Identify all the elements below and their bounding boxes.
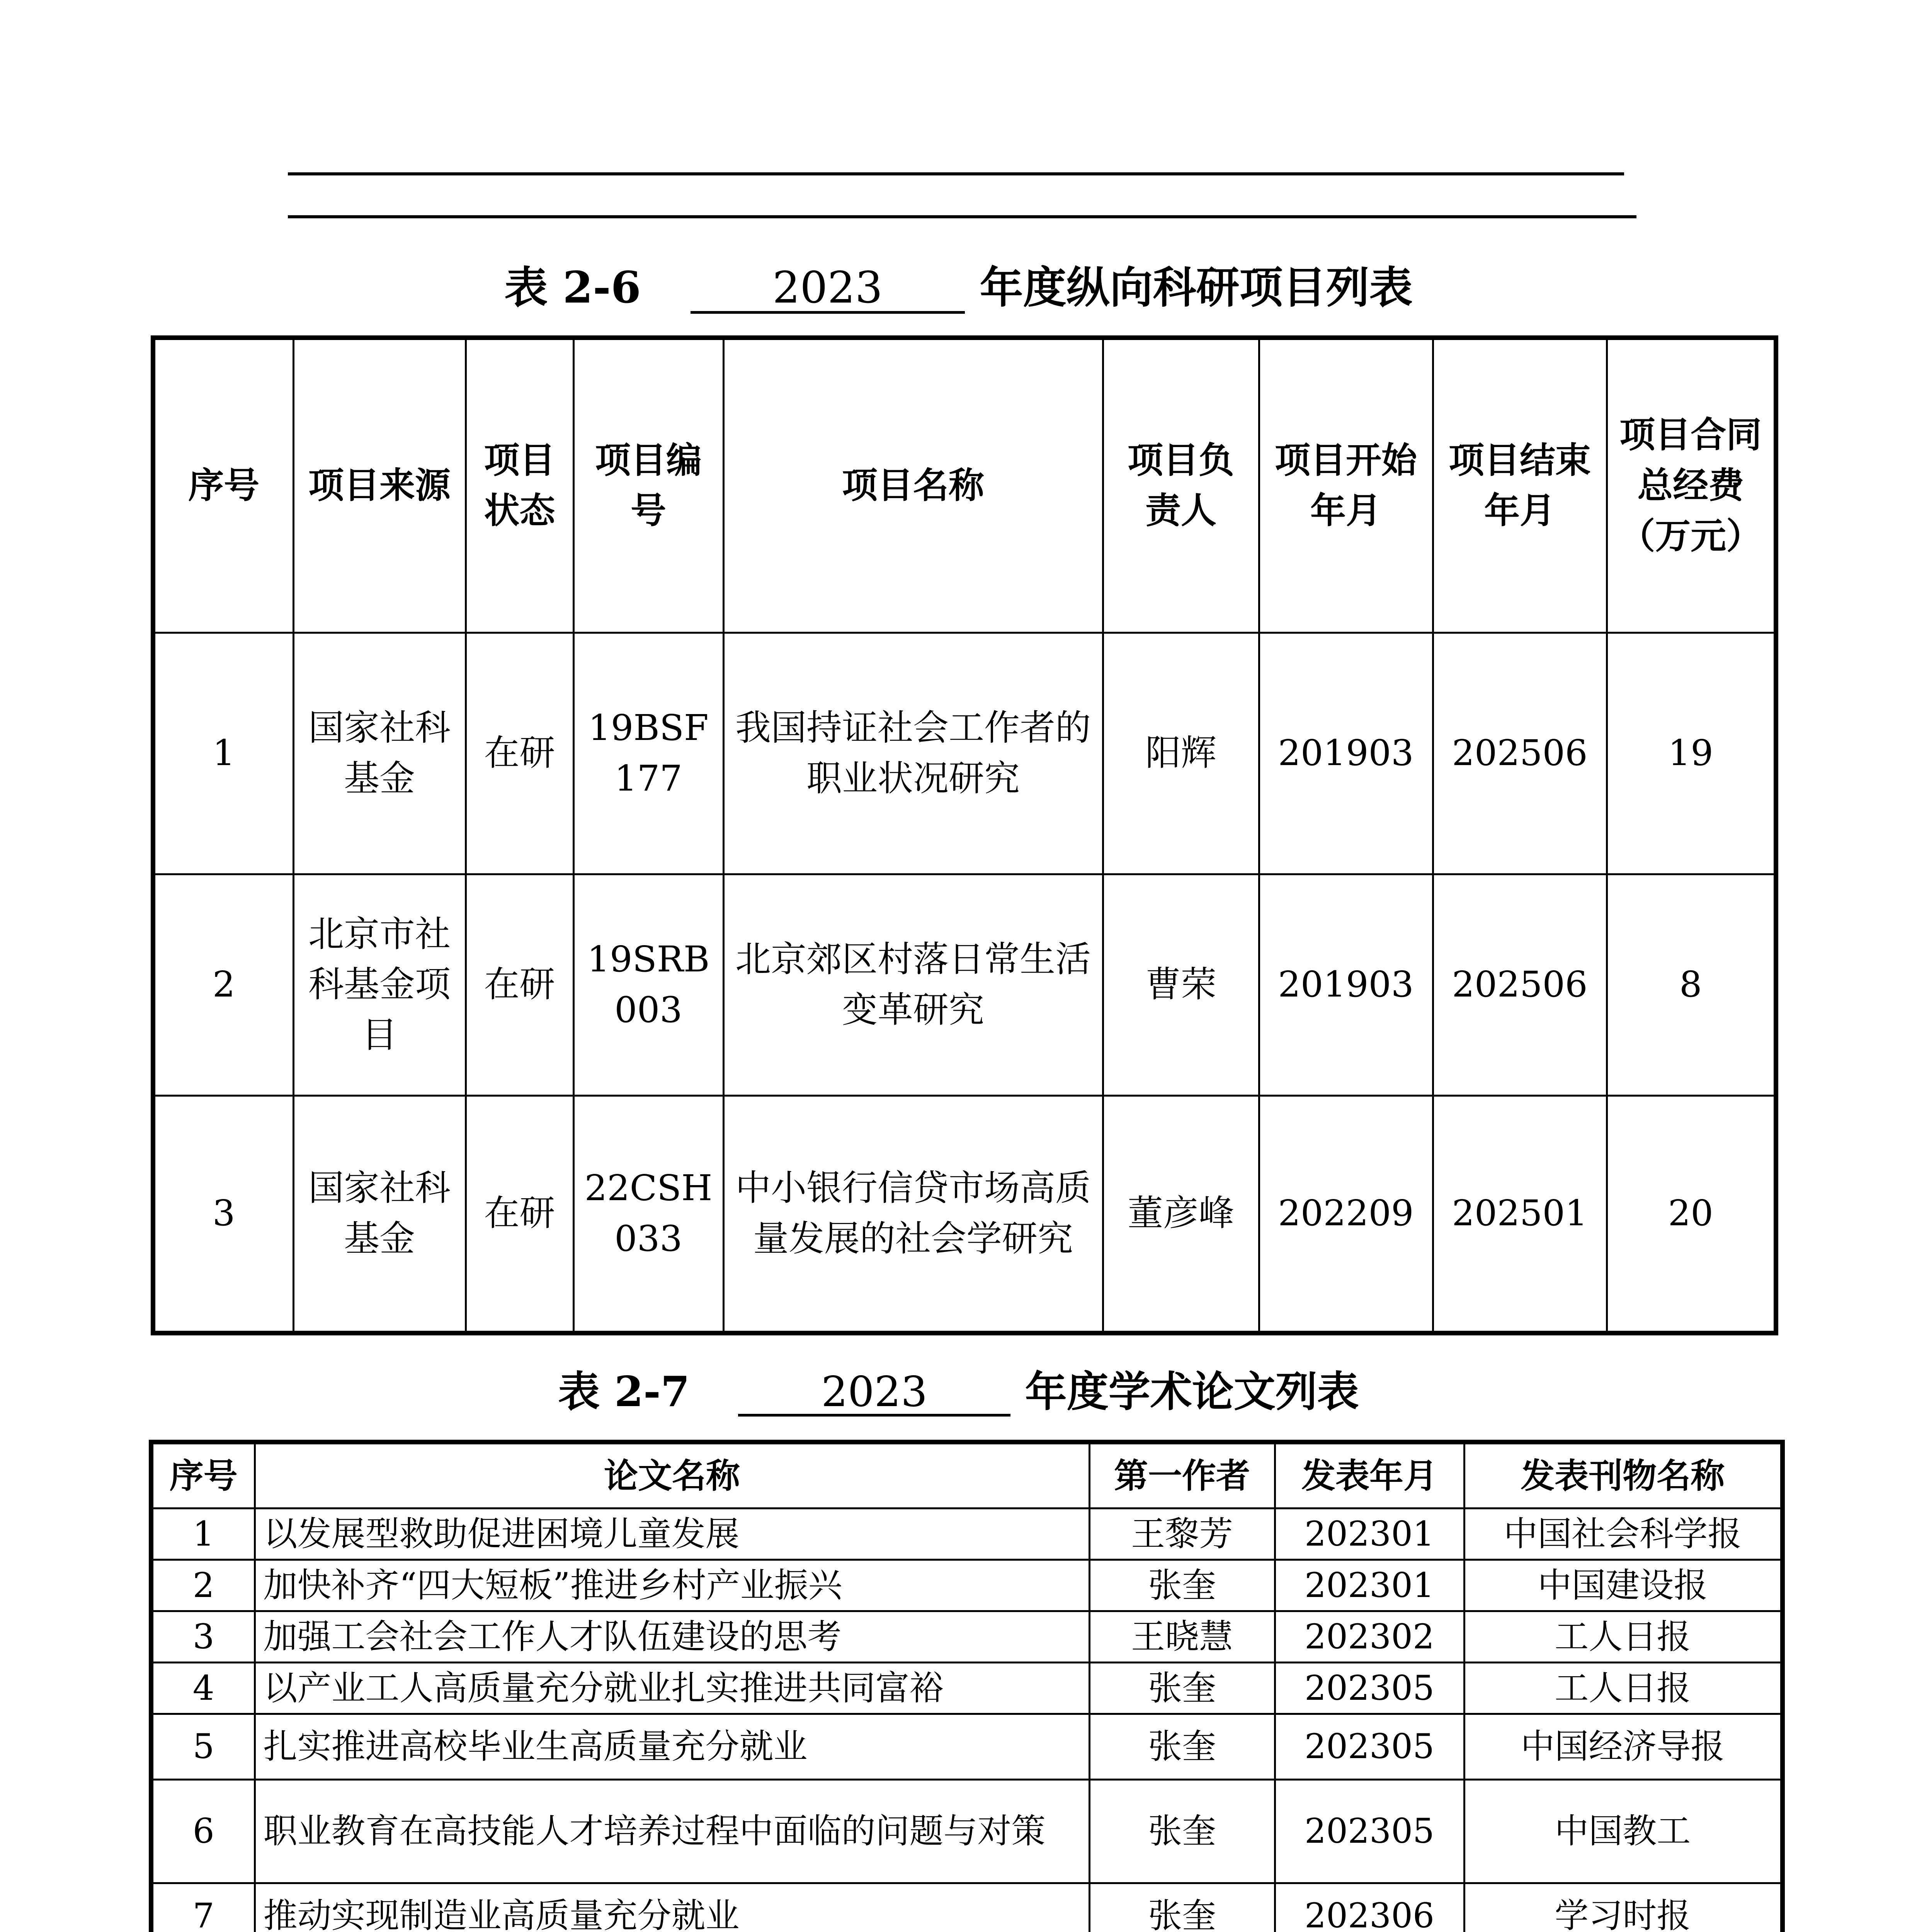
cell: 张奎 xyxy=(1089,1560,1275,1611)
cell: 工人日报 xyxy=(1464,1611,1783,1662)
cell: 2 xyxy=(151,1560,255,1611)
cell: 202306 xyxy=(1275,1883,1464,1932)
cell: 202305 xyxy=(1275,1779,1464,1883)
cell: 董彦峰 xyxy=(1103,1095,1259,1333)
header-cell: 发表刊物名称 xyxy=(1464,1442,1783,1508)
cell: 7 xyxy=(151,1883,255,1932)
cell: 22CSH033 xyxy=(573,1095,723,1333)
cell: 国家社科基金 xyxy=(293,633,466,874)
table-2-7-title-suffix: 年度学术论文列表 xyxy=(1025,1367,1359,1416)
table-2-6-header-row xyxy=(153,338,1776,633)
cell: 阳辉 xyxy=(1103,633,1259,874)
cell: 扎实推进高校毕业生高质量充分就业 xyxy=(255,1714,1089,1779)
cell: 以发展型救助促进困境儿童发展 xyxy=(255,1508,1089,1560)
cell: 在研 xyxy=(466,633,573,874)
cell: 张奎 xyxy=(1089,1883,1275,1932)
cell: 王黎芳 xyxy=(1089,1508,1275,1560)
header-cell: 项目开始年月 xyxy=(1259,338,1433,633)
cell: 张奎 xyxy=(1089,1662,1275,1714)
cell: 国家社科基金 xyxy=(293,1095,466,1333)
table-row xyxy=(153,1095,1776,1333)
header-cell: 项目负责人 xyxy=(1103,338,1259,633)
cell: 中国社会科学报 xyxy=(1464,1508,1783,1560)
cell: 4 xyxy=(151,1662,255,1714)
table-row xyxy=(151,1779,1783,1883)
cell: 在研 xyxy=(466,1095,573,1333)
cell: 学习时报 xyxy=(1464,1883,1783,1932)
cell: 202305 xyxy=(1275,1662,1464,1714)
cell: 201903 xyxy=(1259,633,1433,874)
cell: 19BSF177 xyxy=(573,633,723,874)
cell: 职业教育在高技能人才培养过程中面临的问题与对策 xyxy=(255,1779,1089,1883)
cell: 张奎 xyxy=(1089,1714,1275,1779)
cell: 工人日报 xyxy=(1464,1662,1783,1714)
table-2-6-title-suffix: 年度纵向科研项目列表 xyxy=(980,262,1413,313)
header-cell: 项目状态 xyxy=(466,338,573,633)
header-cell: 发表年月 xyxy=(1275,1442,1464,1508)
table-2-7-title-prefix: 表 2-7 xyxy=(558,1367,690,1416)
cell: 中小银行信贷市场高质量发展的社会学研究 xyxy=(723,1095,1103,1333)
cell: 张奎 xyxy=(1089,1779,1275,1883)
table-row xyxy=(153,633,1776,874)
cell: 北京郊区村落日常生活变革研究 xyxy=(723,874,1103,1095)
cell: 19 xyxy=(1607,633,1776,874)
table-2-6-title-year: 2023 xyxy=(691,265,965,314)
table-2-7-title xyxy=(0,1358,1917,1418)
cell: 5 xyxy=(151,1714,255,1779)
cell: 中国教工 xyxy=(1464,1779,1783,1883)
header-rule-bottom xyxy=(288,215,1636,218)
cell: 3 xyxy=(153,1095,293,1333)
cell: 以产业工人高质量充分就业扎实推进共同富裕 xyxy=(255,1662,1089,1714)
cell: 3 xyxy=(151,1611,255,1662)
cell: 在研 xyxy=(466,874,573,1095)
cell: 中国经济导报 xyxy=(1464,1714,1783,1779)
table-2-6-title-prefix: 表 2-6 xyxy=(504,262,641,313)
header-cell: 项目名称 xyxy=(723,338,1103,633)
cell: 8 xyxy=(1607,874,1776,1095)
table-row xyxy=(151,1714,1783,1779)
header-cell: 序号 xyxy=(153,338,293,633)
table-row xyxy=(151,1662,1783,1714)
cell: 202501 xyxy=(1433,1095,1607,1333)
cell: 202506 xyxy=(1433,633,1607,874)
cell: 2 xyxy=(153,874,293,1095)
cell: 20 xyxy=(1607,1095,1776,1333)
cell: 202506 xyxy=(1433,874,1607,1095)
header-cell: 第一作者 xyxy=(1089,1442,1275,1508)
cell: 201903 xyxy=(1259,874,1433,1095)
cell: 19SRB003 xyxy=(573,874,723,1095)
cell: 1 xyxy=(151,1508,255,1560)
cell: 王晓慧 xyxy=(1089,1611,1275,1662)
cell: 我国持证社会工作者的职业状况研究 xyxy=(723,633,1103,874)
header-cell: 序号 xyxy=(151,1442,255,1508)
cell: 202301 xyxy=(1275,1508,1464,1560)
header-cell: 项目编号 xyxy=(573,338,723,633)
table-2-6-title xyxy=(0,253,1917,315)
table-row xyxy=(151,1508,1783,1560)
header-cell: 项目合同总经费（万元） xyxy=(1607,338,1776,633)
header-rule-top xyxy=(288,172,1624,175)
table-2-6 xyxy=(151,335,1778,1335)
table-2-7-header-row xyxy=(151,1442,1783,1508)
cell: 曹荣 xyxy=(1103,874,1259,1095)
cell: 加强工会社会工作人才队伍建设的思考 xyxy=(255,1611,1089,1662)
cell: 202302 xyxy=(1275,1611,1464,1662)
cell: 北京市社科基金项目 xyxy=(293,874,466,1095)
table-row xyxy=(153,874,1776,1095)
cell: 推动实现制造业高质量充分就业 xyxy=(255,1883,1089,1932)
cell: 加快补齐“四大短板”推进乡村产业振兴 xyxy=(255,1560,1089,1611)
table-row xyxy=(151,1560,1783,1611)
cell: 中国建设报 xyxy=(1464,1560,1783,1611)
cell: 202305 xyxy=(1275,1714,1464,1779)
table-row xyxy=(151,1883,1783,1932)
cell: 1 xyxy=(153,633,293,874)
table-2-7 xyxy=(149,1440,1785,1932)
table-2-7-title-year: 2023 xyxy=(738,1370,1010,1417)
cell: 202301 xyxy=(1275,1560,1464,1611)
cell: 202209 xyxy=(1259,1095,1433,1333)
header-cell: 论文名称 xyxy=(255,1442,1089,1508)
header-cell: 项目来源 xyxy=(293,338,466,633)
cell: 6 xyxy=(151,1779,255,1883)
header-cell: 项目结束年月 xyxy=(1433,338,1607,633)
table-row xyxy=(151,1611,1783,1662)
